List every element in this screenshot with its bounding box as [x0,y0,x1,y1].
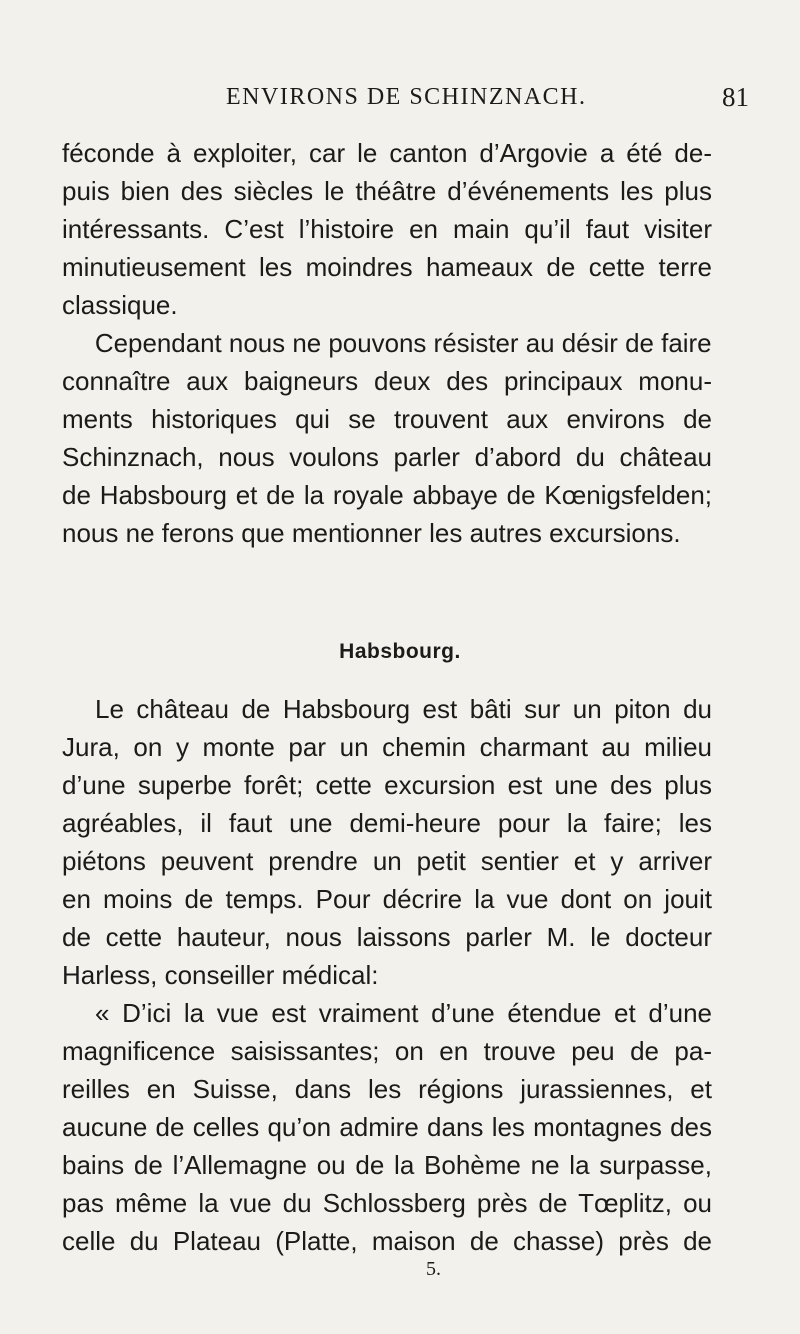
running-title: ENVIRONS DE SCHINZNACH. [226,84,587,110]
text-line: nous ne ferons que mentionner les autres excursions. [62,518,681,548]
text-line: Harless, conseiller médical: [62,960,379,990]
text-line: puis bien des siècles le théâtre d’événements les plus [62,176,712,206]
text-line: Jura, on y monte par un chemin charmant au milieu [62,732,712,762]
text-line: minutieusement les moindres hameaux de cette terre [62,252,712,282]
text-line: féconde à exploiter, car le canton d’Argovie a été de- [62,138,712,168]
text-line: « D’ici la vue est vraiment d’une étendue et d’une [95,998,712,1028]
running-head [0,80,800,120]
body-text-top [62,134,712,552]
signature-mark: 5. [426,1258,441,1280]
text-line: connaître aux baigneurs deux des principaux monu- [62,366,712,396]
text-line: aucune de celles qu’on admire dans les montagnes des [62,1112,712,1142]
paragraph [62,994,712,1260]
section-heading: Habsbourg. [339,640,461,663]
page-number: 81 [722,82,749,112]
text-line: de cette hauteur, nous laissons parler M. le docteur [62,922,712,952]
text-line: en moins de temps. Pour décrire la vue dont on jouit [62,884,712,914]
text-line: intéressants. C’est l’histoire en main qu’il faut visiter [62,214,712,244]
text-line: reilles en Suisse, dans les régions jurassiennes, et [62,1074,712,1104]
body-text-bottom [62,690,712,1260]
text-line: agréables, il faut une demi-heure pour la faire; les [62,808,712,838]
text-line: ments historiques qui se trouvent aux environs de [62,404,712,434]
text-line: Cependant nous ne pouvons résister au désir de faire [94,328,712,358]
text-line: celle du Plateau (Platte, maison de chasse) près de [62,1226,712,1256]
paragraph [62,324,712,552]
text-line: pas même la vue du Schlossberg près de Tœplitz, ou [62,1188,712,1218]
paragraph [62,134,712,324]
text-line: bains de l’Allemagne ou de la Bohème ne la surpasse, [62,1150,712,1180]
paragraph [62,690,712,994]
text-line: d’une superbe forêt; cette excursion est une des plus [62,770,712,800]
text-line: Schinznach, nous voulons parler d’abord du château [62,442,712,472]
text-line: Le château de Habsbourg est bâti sur un piton du [95,694,712,724]
text-line: classique. [62,290,178,320]
text-line: de Habsbourg et de la royale abbaye de Kœnigsfelden; [62,480,712,510]
text-line: piétons peuvent prendre un petit sentier et y arriver [62,846,712,876]
text-line: magnificence saisissantes; on en trouve peu de pa- [62,1036,712,1066]
